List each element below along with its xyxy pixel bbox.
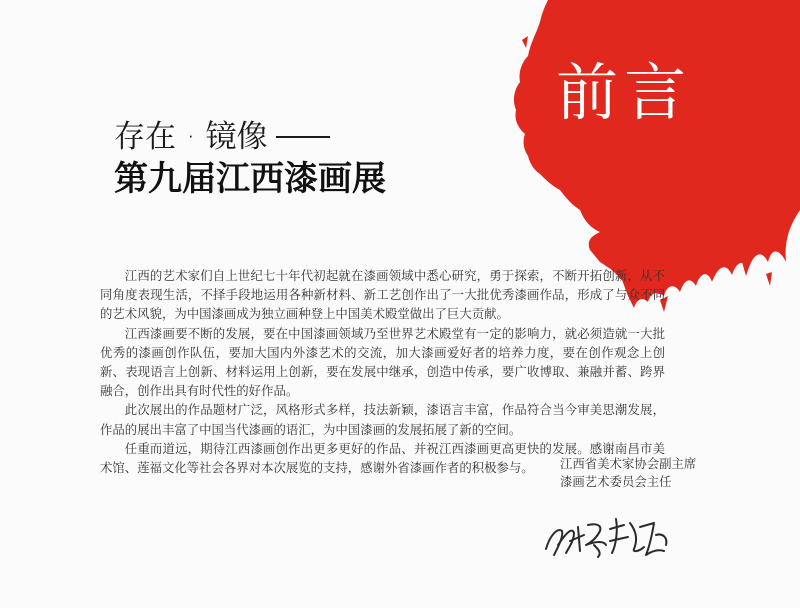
subtitle-text: 存在 · 镜像 xyxy=(114,119,268,155)
preface-heading: 前言 xyxy=(556,56,693,129)
subtitle-dash xyxy=(276,136,330,138)
preface-body xyxy=(100,266,665,477)
author-title-line: 漆画艺术委员会主任 xyxy=(560,474,672,489)
author-title-line: 江西省美术家协会副主席 xyxy=(560,456,697,471)
exhibition-title: 第九届江西漆画展 xyxy=(114,159,386,199)
handwritten-signature xyxy=(540,505,680,565)
paragraph: 江西的艺术家们自上世纪七十年代初起就在漆画领域中悉心研究，勇于探索，不断开拓创新，从不同角度表现生活，不择手段地运用各种新材料、新工艺创作出了一大批优秀漆画作品，形成了与众不同的艺术风貌，为中国漆画成为独立画种登上中国美术殿堂做出了巨大贡献。 xyxy=(100,268,665,322)
paragraph: 江西漆画要不断的发展，要在中国漆画领域乃至世界艺术殿堂有一定的影响力，就必须造就一大批优秀的漆画创作队伍，要加大国内外漆艺术的交流，加大漆画爱好者的培养力度，要在创作观念上创新、表现语言上创新、材料运用上创新，要在发展中继承，创造中传承，要广收博取、兼融并蓄、跨界融合，创作出具有时代性的好作品。 xyxy=(100,325,665,399)
author-title-block xyxy=(560,455,710,491)
paragraph: 此次展出的作品题材广泛，风格形式多样，技法新颖，漆语言丰富，作品符合当今审美思潮发展，作品的展出丰富了中国当代漆画的语汇，为中国漆画的发展拓展了新的空间。 xyxy=(100,402,665,437)
paragraph: 任重而道远，期待江西漆画创作出更多更好的作品、并祝江西漆画更高更快的发展。感谢南昌市美术馆、莲福文化等社会各界对本次展览的支持，感谢外省漆画作者的积极参与。 xyxy=(100,440,665,476)
exhibition-subtitle xyxy=(114,118,330,156)
